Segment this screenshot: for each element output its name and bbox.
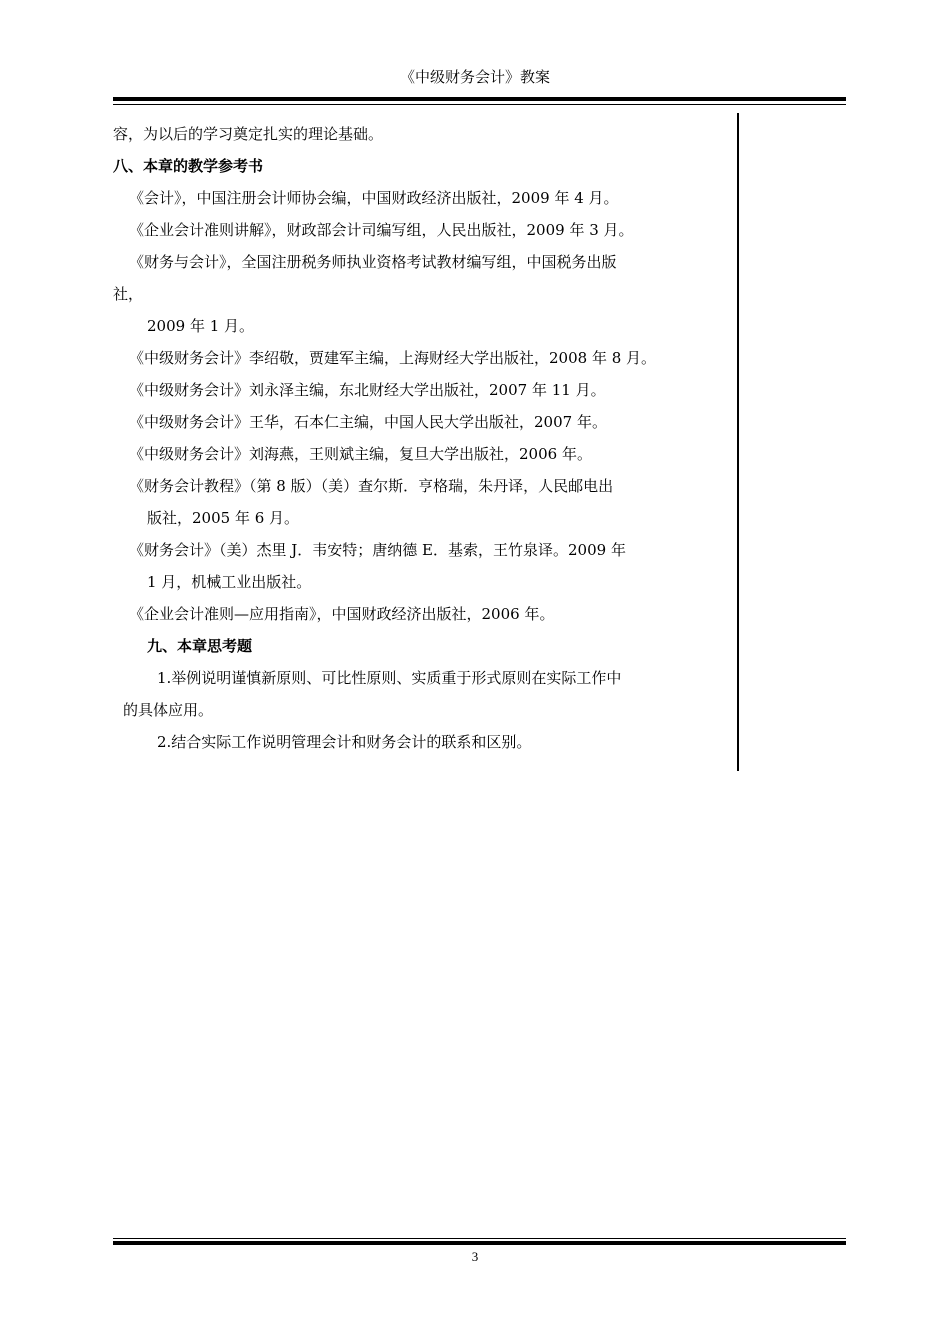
- question-item: 1.举例说明谨慎新原则、可比性原则、实质重于形式原则在实际工作中: [157, 669, 622, 687]
- section-heading-references: 八、本章的教学参考书: [113, 157, 264, 175]
- reference-item-continuation: 社，: [113, 285, 144, 303]
- page-number: 3: [471, 1249, 479, 1264]
- reference-item-continuation: 2009 年 1 月。: [147, 317, 255, 335]
- reference-item: 《中级财务会计》王华，石本仁主编，中国人民大学出版社，2007 年。: [129, 413, 607, 431]
- reference-item: 《财务会计》（美）杰里 J．韦安特；唐纳德 E．基索，王竹泉译。2009 年: [129, 541, 626, 559]
- question-item-continuation: 的具体应用。: [123, 701, 214, 719]
- page-header-title: 《中级财务会计》教案: [399, 68, 550, 86]
- reference-item: 《会计》，中国注册会计师协会编，中国财政经济出版社，2009 年 4 月。: [129, 189, 619, 207]
- reference-item: 《财务会计教程》（第 8 版）（美）查尔斯．亨格瑞，朱丹译，人民邮电出: [129, 477, 614, 495]
- question-item: 2.结合实际工作说明管理会计和财务会计的联系和区别。: [157, 733, 532, 751]
- footer-rule-thin: [113, 1238, 846, 1239]
- header-rule-thin: [113, 104, 846, 105]
- reference-item: 《企业会计准则—应用指南》，中国财政经济出版社，2006 年。: [129, 605, 555, 623]
- reference-item: 《中级财务会计》刘永泽主编，东北财经大学出版社，2007 年 11 月。: [129, 381, 606, 399]
- reference-item: 《财务与会计》，全国注册税务师执业资格考试教材编写组，中国税务出版: [129, 253, 617, 271]
- footer-rule-thick: [113, 1241, 846, 1245]
- margin-border-line: [737, 113, 739, 771]
- paragraph-continuation: 容，为以后的学习奠定扎实的理论基础。: [113, 125, 384, 143]
- section-heading-questions: 九、本章思考题: [147, 637, 253, 655]
- reference-item: 《中级财务会计》刘海燕，王则斌主编，复旦大学出版社，2006 年。: [129, 445, 592, 463]
- header-rule-thick: [113, 97, 846, 101]
- reference-item: 《企业会计准则讲解》，财政部会计司编写组，人民出版社，2009 年 3 月。: [129, 221, 634, 239]
- reference-item-continuation: 版社，2005 年 6 月。: [147, 509, 300, 527]
- reference-item-continuation: 1 月，机械工业出版社。: [147, 573, 312, 591]
- reference-item: 《中级财务会计》李绍敬，贾建军主编，上海财经大学出版社，2008 年 8 月。: [129, 349, 657, 367]
